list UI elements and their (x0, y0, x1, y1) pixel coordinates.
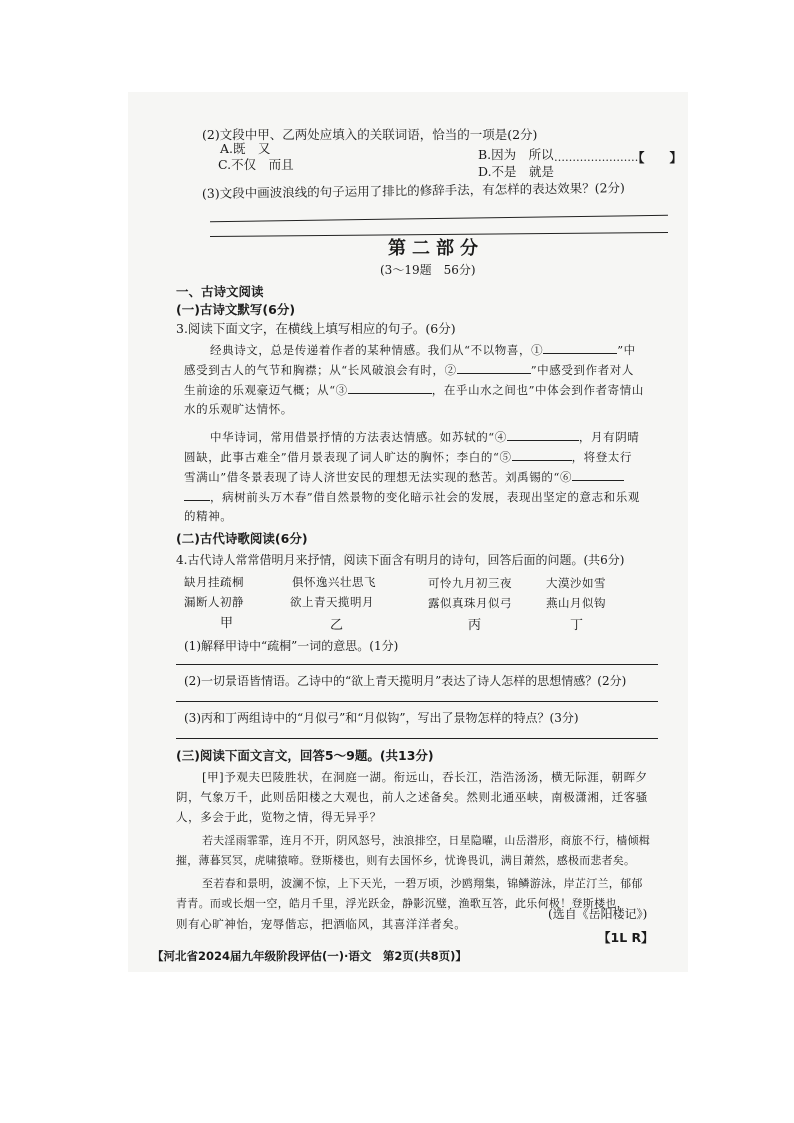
p1-text: 感受到古人的气节和胸襟；从“长风破浪会有时，② (184, 363, 457, 377)
p1-text: ”中感受到作者对人 (530, 363, 634, 377)
prose-line: 青青。而或长烟一空，皓月千里，浮光跃金，静影沉璧，渔歌互答，此乐何极！登斯楼也， (176, 897, 628, 910)
p1-text: ”中 (617, 343, 636, 357)
part2-subtitle: (3～19题 56分) (380, 263, 476, 277)
fill-blank-5[interactable] (512, 448, 572, 461)
prose-line: 摧，薄暮冥冥，虎啸猿啼。登斯楼也，则有去国怀乡，忧谗畏讥，满目萧然，感极而悲者矣。 (176, 854, 636, 867)
p2-text: ，病树前头万木春”借自然景物的变化暗示社会的发展，表现出坚定的意志和乐观 (210, 490, 640, 504)
poem-bing-line1: 可怜九月初三夜 (428, 576, 512, 590)
answer-line[interactable] (176, 701, 658, 702)
part2-title: 第二部分 (388, 238, 484, 259)
p2-line4 (184, 488, 640, 505)
p1-text: 生前途的乐观豪迈气概；从“③ (184, 383, 348, 397)
prose-line: 至若春和景明，波澜不惊，上下天光，一碧万顷，沙鸥翔集，锦鳞游泳，岸芷汀兰，郁郁 (202, 877, 643, 890)
source-note: (选自《岳阳楼记》) (548, 907, 648, 921)
fill-blank-6-cont[interactable] (184, 488, 210, 501)
answer-line[interactable] (210, 215, 668, 222)
prose-line: [甲]予观夫巴陵胜状，在洞庭一湖。衔远山，吞长江，浩浩汤汤，横无际涯，朝晖夕 (202, 770, 648, 784)
q3-stem: 3.阅读下面文字，在横线上填写相应的句子。(6分) (176, 321, 456, 336)
answer-line[interactable] (176, 664, 658, 665)
q2-stem-text: (2)文段中甲、乙两处应填入的关联词语，恰当的一项是(2分) (202, 127, 538, 142)
q2-dots: …………………… (554, 151, 642, 164)
poem-yi-line2: 欲上青天揽明月 (290, 595, 374, 609)
p1-text: 经典诗文，总是传递着作者的某种情感。我们从“不以物喜，① (210, 343, 544, 357)
poem-jia-label: 甲 (220, 616, 234, 631)
p2-text: 雪满山”借冬景表现了诗人济世安民的理想无法实现的愁苦。刘禹锡的“⑥ (184, 470, 573, 484)
prose-line: 若夫淫雨霏霏，连月不开，阴风怒号，浊浪排空，日星隐曜，山岳潜形，商旅不行，樯倾楫 (202, 834, 650, 847)
poem-yi-label: 乙 (330, 618, 344, 633)
p2-text: ，将登太行 (571, 450, 633, 464)
q4-3: (3)丙和丁两组诗中的“月似弓”和“月似钩”，写出了景物怎样的特点？(3分) (184, 711, 579, 725)
p1-line3 (184, 381, 644, 398)
poem-ding-line2: 燕山月似钩 (546, 596, 606, 610)
p1-line1 (210, 341, 636, 358)
q4-1: (1)解释甲诗中“疏桐”一词的意思。(1分) (184, 639, 399, 653)
q2-option-c: C.不仅 而且 (218, 157, 294, 172)
p2-line5: 的精神。 (184, 509, 233, 523)
poem-ding-label: 丁 (570, 618, 584, 633)
p2-text: 中华诗词，常用借景抒情的方法表达情感。如苏轼的“④ (210, 430, 507, 444)
q4-stem: 4.古代诗人常常借明月来抒情，阅读下面含有明月的诗句，回答后面的问题。(共6分) (176, 553, 625, 567)
fill-blank-3[interactable] (348, 381, 432, 394)
subsection-heading: (一)古诗文默写(6分) (176, 302, 296, 317)
exam-code: 【1L R】 (598, 930, 654, 945)
poem-jia-line1: 缺月挂疏桐 (184, 575, 244, 589)
q2-answer-bracket[interactable]: 【 】 (632, 150, 683, 165)
prose-line: 阴，气象万千，此则岳阳楼之大观也，前人之述备矣。然则北通巫峡，南极潇湘，迁客骚 (176, 790, 648, 804)
poem-bing-label: 丙 (468, 618, 482, 633)
q4-2: (2)一切景语皆情语。乙诗中的“欲上青天揽明月”表达了诗人怎样的思想情感？(2分) (184, 674, 627, 688)
section-heading: 一、古诗文阅读 (176, 284, 264, 299)
poem-jia-line2: 漏断人初静 (184, 595, 244, 609)
answer-line[interactable] (210, 232, 668, 237)
poem-bing-line2: 露似真珠月似弓 (428, 596, 512, 610)
poem-ding-line1: 大漠沙如雪 (546, 576, 606, 590)
p1-line2 (184, 361, 634, 378)
fill-blank-4[interactable] (507, 428, 579, 441)
p2-line1 (210, 428, 639, 445)
p1-line4: 水的乐观旷达情怀。 (184, 402, 293, 416)
prose-line: 人，多会于此，览物之情，得无异乎？ (176, 810, 382, 824)
subsection-heading: (三)阅读下面文言文，回答5～9题。(共13分) (176, 748, 434, 763)
fill-blank-1[interactable] (543, 341, 617, 354)
answer-line[interactable] (176, 738, 658, 739)
q2-option-b: B.因为 所以 (478, 147, 554, 162)
p2-text: ，月有阴晴 (578, 430, 640, 444)
p1-text: ，在乎山水之间也”中体会到作者寄情山 (431, 383, 644, 397)
prose-line: 则有心旷神怡，宠辱偕忘，把酒临风，其喜洋洋者矣。 (176, 917, 467, 931)
q3-top-stem: (3)文段中画波浪线的句子运用了排比的修辞手法，有怎样的表达效果？(2分) (201, 180, 625, 201)
fill-blank-2[interactable] (457, 361, 531, 374)
p2-line3 (184, 468, 624, 485)
q2-option-a: A.既 又 (220, 141, 271, 156)
poem-yi-line1: 俱怀逸兴壮思飞 (292, 575, 376, 589)
fill-blank-6[interactable] (572, 468, 624, 481)
p2-text: 圆缺，此事古难全”借月景表现了词人旷达的胸怀；李白的“⑤ (184, 450, 512, 464)
page-footer: 【河北省2024届九年级阶段评估(一)·语文 第2页(共8页)】 (152, 949, 467, 963)
p2-line2 (184, 448, 632, 465)
q2-option-d: D.不是 就是 (478, 164, 555, 179)
subsection-heading: (二)古代诗歌阅读(6分) (176, 531, 308, 546)
